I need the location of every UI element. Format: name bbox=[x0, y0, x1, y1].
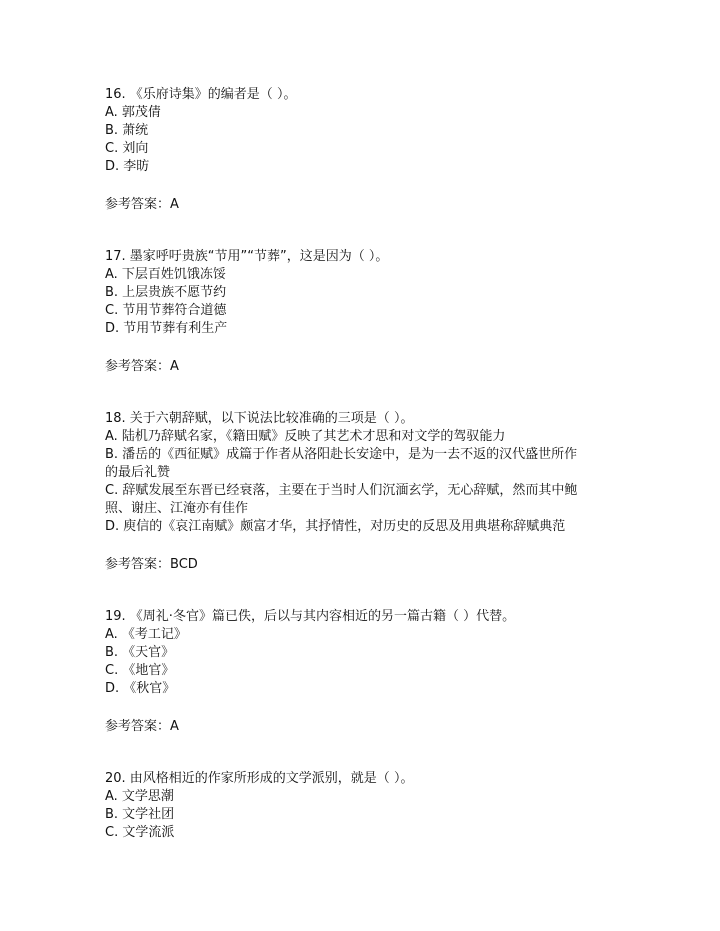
question-16-option-b: B. 萧统 bbox=[105, 123, 149, 138]
question-18-answer: 参考答案：BCD bbox=[105, 557, 198, 572]
question-19-option-c: C. 《地官》 bbox=[105, 663, 175, 678]
question-18-option-c: C. 辞赋发展至东晋已经衰落，主要在于当时人们沉湎玄学，无心辞赋，然而其中鲍 bbox=[105, 483, 578, 498]
question-20-stem: 20. 由风格相近的作家所形成的文学派别，就是（ ）。 bbox=[105, 771, 414, 786]
question-18-option-c-cont: 照、谢庄、江淹亦有佳作 bbox=[105, 501, 249, 516]
question-17-option-c: C. 节用节葬符合道德 bbox=[105, 303, 227, 318]
question-17-stem: 17. 墨家呼吁贵族“节用”“节葬”，这是因为（ ）。 bbox=[105, 249, 389, 264]
question-19-stem: 19. 《周礼·冬官》篇已佚，后以与其内容相近的另一篇古籍（ ）代替。 bbox=[105, 609, 516, 624]
question-16-option-a: A. 郭茂倩 bbox=[105, 105, 161, 120]
question-20-option-a: A. 文学思潮 bbox=[105, 789, 174, 804]
question-20-option-c: C. 文学流派 bbox=[105, 825, 175, 840]
question-20-option-b: B. 文学社团 bbox=[105, 807, 175, 822]
question-19-answer: 参考答案：A bbox=[105, 719, 179, 734]
question-18-option-b-cont: 的最后礼赞 bbox=[105, 465, 171, 480]
question-18-option-a: A. 陆机乃辞赋名家，《籍田赋》反映了其艺术才思和对文学的驾驭能力 bbox=[105, 429, 506, 444]
question-19-option-b: B. 《天官》 bbox=[105, 645, 175, 660]
question-16-answer: 参考答案：A bbox=[105, 197, 179, 212]
question-17-option-b: B. 上层贵族不愿节约 bbox=[105, 285, 227, 300]
question-16-option-c: C. 刘向 bbox=[105, 141, 149, 156]
question-17-answer: 参考答案：A bbox=[105, 359, 179, 374]
question-18-option-d: D. 庾信的《哀江南赋》颇富才华，其抒情性，对历史的反思及用典堪称辞赋典范 bbox=[105, 519, 566, 534]
question-18-stem: 18. 关于六朝辞赋，以下说法比较准确的三项是（ ）。 bbox=[105, 411, 414, 426]
question-19-option-a: A. 《考工记》 bbox=[105, 627, 187, 642]
question-17-option-a: A. 下层百姓饥饿冻馁 bbox=[105, 267, 226, 282]
question-16-option-d: D. 李昉 bbox=[105, 159, 150, 174]
question-19-option-d: D. 《秋官》 bbox=[105, 681, 176, 696]
question-16-stem: 16. 《乐府诗集》的编者是（ ）。 bbox=[105, 87, 297, 102]
question-17-option-d: D. 节用节葬有利生产 bbox=[105, 321, 228, 336]
question-18-option-b: B. 潘岳的《西征赋》成篇于作者从洛阳赴长安途中，是为一去不返的汉代盛世所作 bbox=[105, 447, 578, 462]
